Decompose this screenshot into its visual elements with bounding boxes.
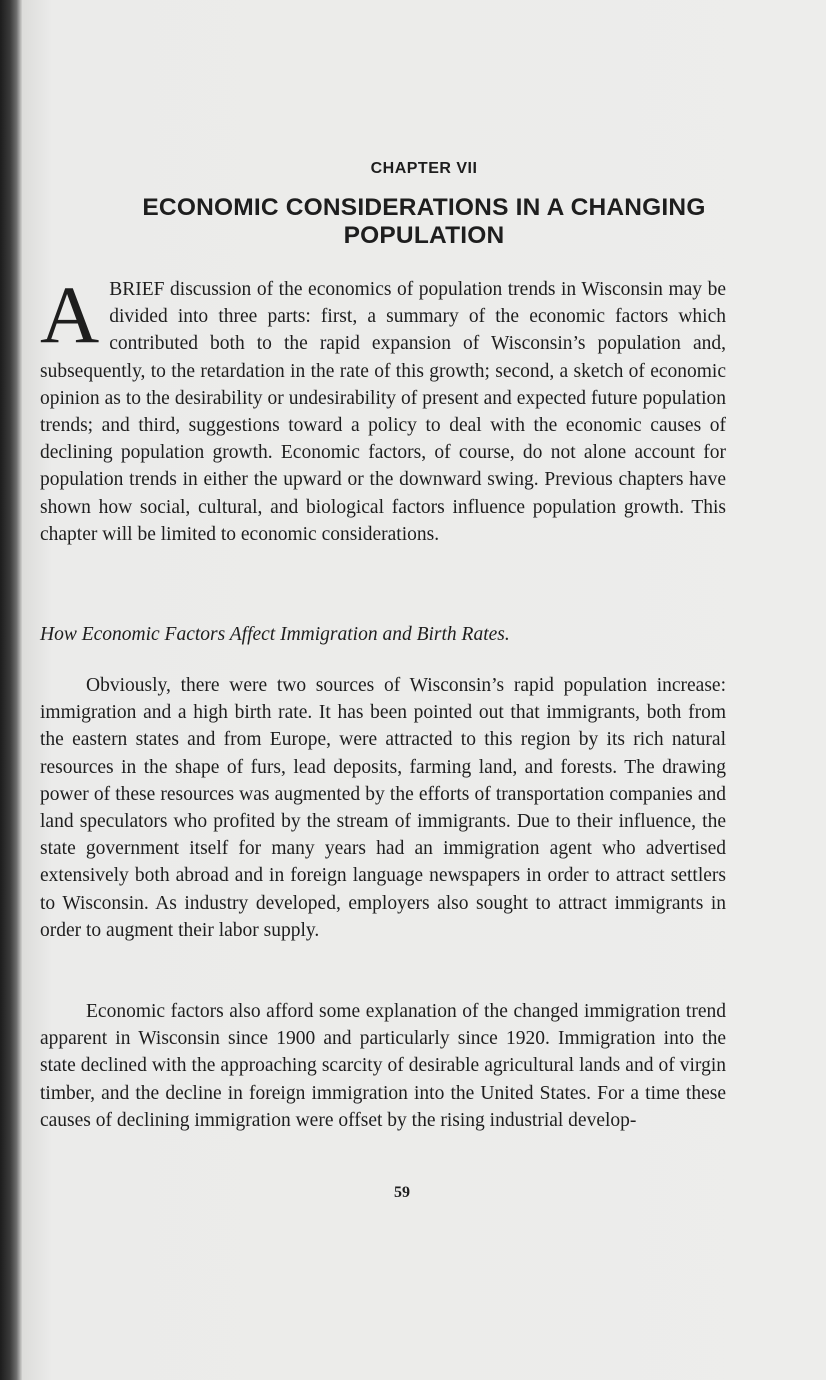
chapter-title: ECONOMIC CONSIDERATIONS IN A CHANGING POPULATION [142, 194, 706, 249]
chapter-label: CHAPTER VII [370, 160, 478, 177]
body-paragraph: Obviously, there were two sources of Wisconsin’s rapid population increase: immigration and a high birth rate. It has been pointed out that immigrants, both from the eastern states and from Europe, were attracted to this region by its rich natural resources in the shape of furs, lead deposits, farming land, and forests. The drawing power of these resources was augmented by the efforts of transportation companies and land speculators who profited by the stream of immigrants. Due to their influence, the state government itself for many years had an immigration agent who advertised extensively both abroad and in foreign language newspapers in order to attract settlers to Wisconsin. As industry developed, employers also sought to attract immigrants in order to augment their labor supply. [40, 675, 726, 941]
intro-text: BRIEF discussion of the economics of population trends in Wisconsin may be divided into three parts: first, a summary of the economic factors which contributed both to the rapid expansion of Wisconsin’s population and, subsequently, to the retardation in the rate of this growth; second, a sketch of economic opinion as to the desirability or undesirability of present and expected future population trends; and third, suggestions toward a policy to deal with the economic causes of declining population growth. Economic factors, of course, do not alone account for population trends in either the upward or the downward swing. Previous chapters have shown how social, cultural, and biological factors influence population growth. This chapter will be limited to economic considerations. [40, 279, 726, 545]
intro-paragraph [40, 269, 726, 548]
page-number: 59 [394, 1184, 410, 1201]
body-paragraph: Economic factors also afford some explanation of the changed immigration trend apparent in Wisconsin since 1900 and particularly since 1920. Immigration into the state declined with the approaching scarcity of desirable agricultural lands and of virgin timber, and the decline in foreign immigration into the United States. For a time these causes of declining immigration were offset by the rising industrial develop- [40, 1001, 726, 1131]
section-heading: How Economic Factors Affect Immigration and Birth Rates. [40, 624, 510, 645]
drop-cap: A [40, 269, 100, 360]
book-binding-edge [0, 0, 22, 1380]
book-page [22, 0, 826, 1380]
